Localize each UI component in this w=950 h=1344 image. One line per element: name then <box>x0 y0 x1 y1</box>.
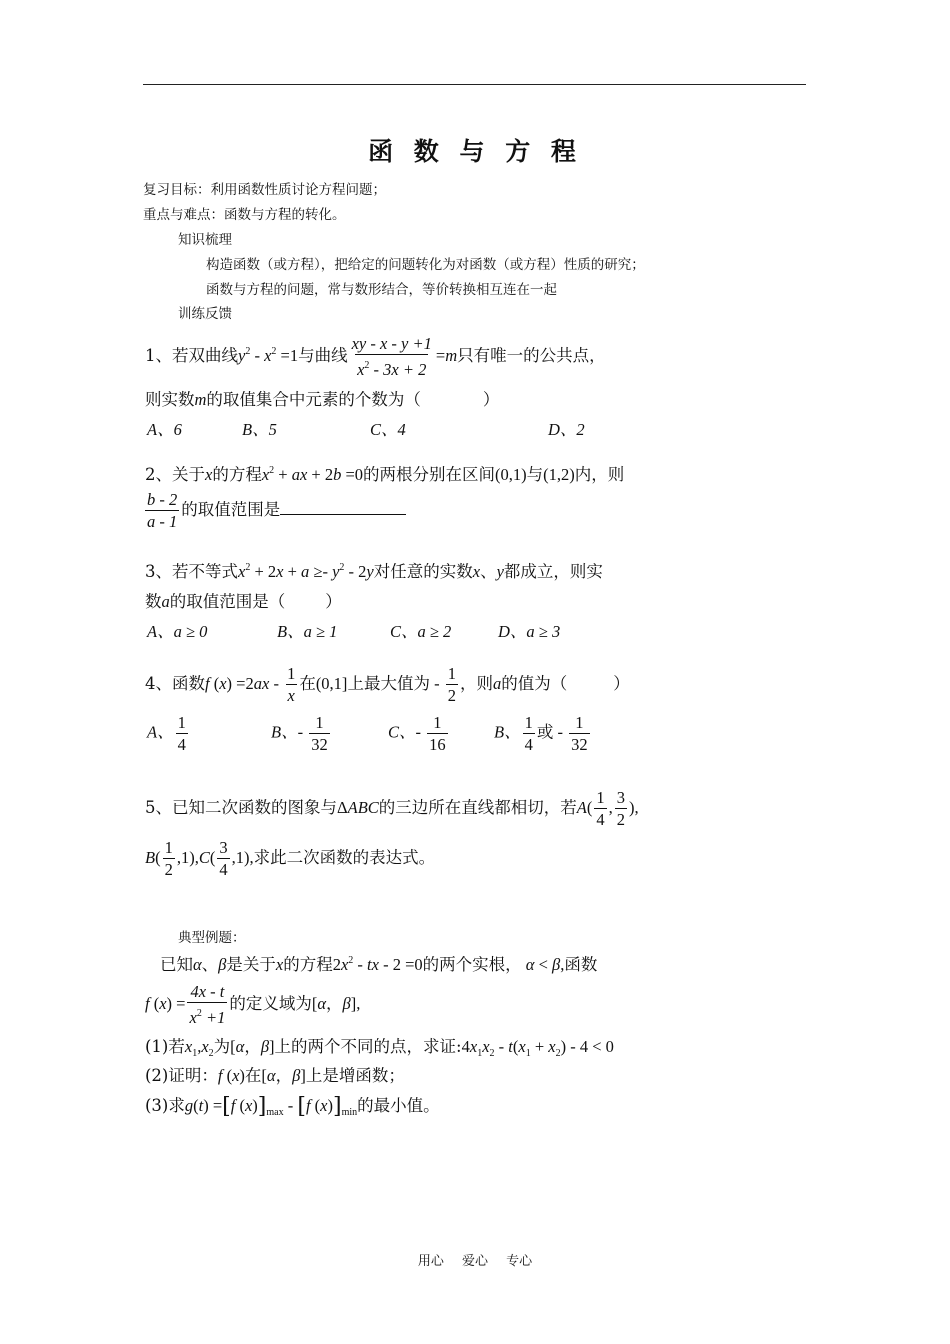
page-footer: 用心 爱心 专心 <box>417 1254 533 1269</box>
q3-option-b: B、a ≥ 1 <box>277 622 338 641</box>
q1-option-d: D、2 <box>548 420 585 439</box>
knowledge-line-1: 构造函数（或方程），把给定的问题转化为对函数（或方程）性质的研究； <box>206 257 645 273</box>
q4-option-b: B、- $\frac{1}{32}$ <box>271 713 328 754</box>
example-part-1: (1)若$x_1,x_2$为[α，β]上的两个不同的点，求证$:4x_1x_2 - t(x_1 + x_2) - 4 < 0$ <box>145 1037 614 1059</box>
question-5-line-1: 5、已知二次函数的图象与ΔABC的三边所在直线都相切，若A( $\frac{1}{4}$ , $\frac{3}{2}$ ), <box>145 788 639 829</box>
question-2-line-2: $\frac{b - 2}{a - 1}$ 的取值范围是 <box>145 490 406 531</box>
q4-option-a: A、 $\frac{1}{4}$ <box>147 713 186 754</box>
q4-option-d: B、 $\frac{1}{4}$ 或 - $\frac{1}{32}$ <box>494 713 588 754</box>
key-points: 重点与难点：函数与方程的转化。 <box>143 207 346 223</box>
knowledge-line-2: 函数与方程的问题，常与数形结合，等价转换相互连在一起 <box>206 282 557 298</box>
training-heading: 训练反馈 <box>178 306 232 322</box>
example-line-1: 已知α、β是关于x的方程$2x^2$ - tx - 2 =0的两个实根， α < β,函数 <box>160 955 598 974</box>
question-3-line-2: 数a的取值范围是（ ） <box>145 592 342 611</box>
q2-answer-blank <box>280 499 406 515</box>
example-heading: 典型例题： <box>178 930 246 946</box>
question-5-line-2: B( $\frac{1}{2}$ ,1),C( $\frac{3}{4}$ ,1),求此二次函数的表达式。 <box>145 838 436 879</box>
q1-option-b: B、5 <box>242 420 277 439</box>
q3-option-a: A、a ≥ 0 <box>147 622 208 641</box>
question-1-line-2: 则实数m的取值集合中元素的个数为（ ） <box>145 390 500 409</box>
q4-option-c: C、- $\frac{1}{16}$ <box>388 713 446 754</box>
question-1-line-1: 1、若双曲线$y^2 - x^2 =1$与曲线 $\frac{xy - x - y +1}{x^2 - 3x + 2}$ =m只有唯一的公共点， <box>145 334 606 379</box>
header-rule <box>143 84 806 85</box>
example-line-2: f (x) = $\frac{4x - t}{x^2 +1}$ 的定义域为[α，β], <box>145 982 361 1027</box>
example-part-3: (3)求g(t) =[f $(x)]_{max} - [f$ $(x)]_{min}$的最小值。 <box>145 1094 440 1119</box>
q2-fraction: $\frac{b - 2}{a - 1}$ <box>147 490 178 531</box>
knowledge-heading: 知识梳理 <box>178 232 232 248</box>
page-title: 函 数 与 方 程 <box>368 137 582 166</box>
q3-option-d: D、a ≥ 3 <box>498 622 561 641</box>
q3-option-c: C、a ≥ 2 <box>390 622 452 641</box>
q1-option-c: C、4 <box>370 420 406 439</box>
q1-option-a: A、6 <box>147 420 182 439</box>
question-3-line-1: 3、若不等式$x^2 + 2x + a \ge- y^2 - 2y$对任意的实数x、y都成立，则实 <box>145 562 603 581</box>
q1-fraction: $\frac{xy - x - y +1}{x^2 - 3x + 2}$ <box>351 334 432 379</box>
question-2-line-1: 2、关于x的方程$x^2$ + ax + 2b =0的两根分别在区间(0,1)与(1,2)内，则 <box>145 465 625 484</box>
question-4-line-1: 4、函数f (x) =2ax - $\frac{1}{x}$ 在(0,1]上最大值为 - $\frac{1}{2}$ ，则a的值为（ ） <box>145 664 630 705</box>
review-goal: 复习目标：利用函数性质讨论方程问题； <box>143 182 386 198</box>
example-part-2: (2)证明：f (x)在[α，β]上是增函数； <box>145 1066 405 1085</box>
